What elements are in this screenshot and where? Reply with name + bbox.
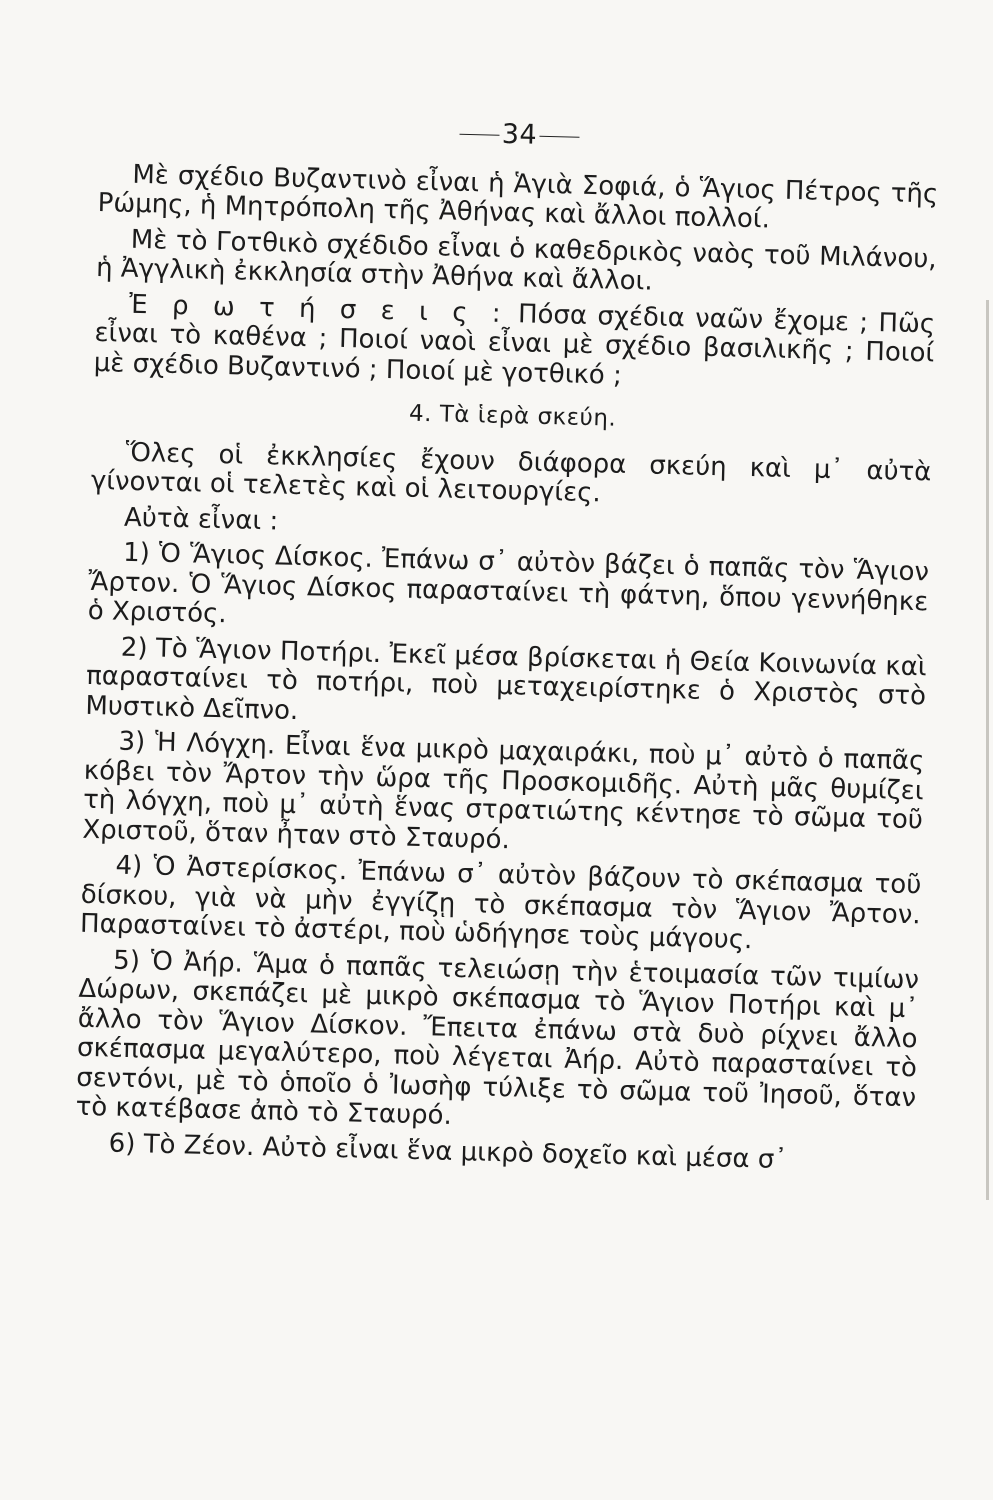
paragraph-byzantine: Μὲ σχέδιο Βυζαντινὸ εἶναι ἡ Ἁγιὰ Σοφιά, ὁ Ἅγιος Πέτρος τῆς Ρώμης, ἡ Μητρόπολη τῆς Ἀθήνας καὶ ἄλλοι πολλοί. [97,159,939,235]
list-item-3: 3) Ἡ Λόγχη. Εἶναι ἕνα μικρὸ μαχαιράκι, ποὺ μ᾽ αὐτὸ ὁ παπᾶς κόβει τὸν Ἄρτον τὴν ὥρα τῆς Προσκομιδῆς. Αὐτὴ μᾶς θυμίζει τὴ λόγχη, ποὺ μ᾽ αὐτὴ ἕνας στρατιώτης κέντησε τὸ σῶμα τοῦ Χριστοῦ, ὅταν ἦταν στὸ Σταυρό. [82,726,925,855]
paragraph-gothic: Μὲ τὸ Γοτθικὸ σχέδιδο εἶναι ὁ καθεδρικὸς ναὸς τοῦ Μιλάνου, ἡ Ἀγγλικὴ ἐκκλησία στὴν Ἀθήνα καὶ ἄλλοι. [95,224,937,297]
page-number-value: 34 [501,118,538,151]
page-edge-shadow [986,300,989,1200]
list-item-6: 6) Τὸ Ζέον. Αὐτὸ εἶναι ἕνα μικρὸ δοχεῖο καὶ μέσα σ᾽ [108,1128,788,1175]
questions-text: Πόσα σχέδια ναῶν ἔχομε ; Πῶς εἶναι τὸ καθένα ; Ποιοί ναοὶ εἶναι μὲ σχέδιο βασιλικῆς ; Ποιοί μὲ σχέδιο Βυζαντινό ; Ποιοί μὲ γοτθικό ; [93,298,936,391]
page-text-block [74,110,940,1184]
page-number-dash-left [460,134,500,136]
paragraph-questions [93,289,935,398]
list-item-1: 1) Ὁ Ἅγιος Δίσκος. Ἐπάνω σ᾽ αὐτὸν βάζει ὁ παπᾶς τὸν Ἅγιον Ἄρτον. Ὁ Ἅγιος Δίσκος παρασταίνει τὴ φάτνη, ὅπου γεννήθηκε ὁ Χριστός. [87,537,930,630]
page-number [99,110,939,160]
paragraph-intro-list: Αὐτὰ εἶναι : [123,502,279,536]
list-item-4: 4) Ὁ Ἀστερίσκος. Ἐπάνω σ᾽ αὐτὸν βάζουν τὸ σκέπασμα τοῦ δίσκου, γιὰ νὰ μὴν ἐγγίζῃ τὸ σκέπασμα τὸν Ἅγιον Ἄρτον. Παρασταίνει τὸ ἀστέρι, ποὺ ὡδήγησε τοὺς μάγους. [79,850,922,956]
page-number-dash-right [539,136,579,138]
list-item-5: 5) Ὁ Ἀήρ. Ἅμα ὁ παπᾶς τελειώσῃ τὴν ἑτοιμασία τῶν τιμίων Δώρων, σκεπάζει μὲ μικρὸ σκέπασμα τὸ Ἅγιον Ποτήρι καὶ μ᾽ ἄλλο τὸν Ἅγιον Δίσκον. Ἔπειτα ἐπάνω στὰ δυὸ ρίχνει ἄλλο σκέπασμα μεγαλύτερο, ποὺ λέγεται Ἀήρ. Αὐτὸ παρασταίνει τὸ σεντόνι, μὲ τὸ ὁποῖο ὁ Ἰωσὴφ τύλιξε τὸ σῶμα τοῦ Ἰησοῦ, ὅταν τὸ κατέβασε ἀπὸ τὸ Σταυρό. [75,945,920,1131]
paragraph-intro: Ὅλες οἱ ἐκκλησίες ἔχουν διάφορα σκεύη καὶ μ᾽ αὐτὰ γίνονται οἱ τελετὲς καὶ οἱ λειτουργίες. [90,437,932,509]
section-title: 4. Τὰ ἱερὰ σκεύη. [408,400,617,432]
list-item-2: 2) Τὸ Ἅγιον Ποτήρι. Ἐκεῖ μέσα βρίσκεται ἡ Θεία Κοινωνία καὶ παρασταίνει τὸ ποτήρι, ποὺ μεταχειρίστηκε ὁ Χριστὸς στὸ Μυστικὸ Δεῖπνο. [85,632,928,726]
questions-label: Ἐ ρ ω τ ή σ ε ι ς : [128,289,509,329]
